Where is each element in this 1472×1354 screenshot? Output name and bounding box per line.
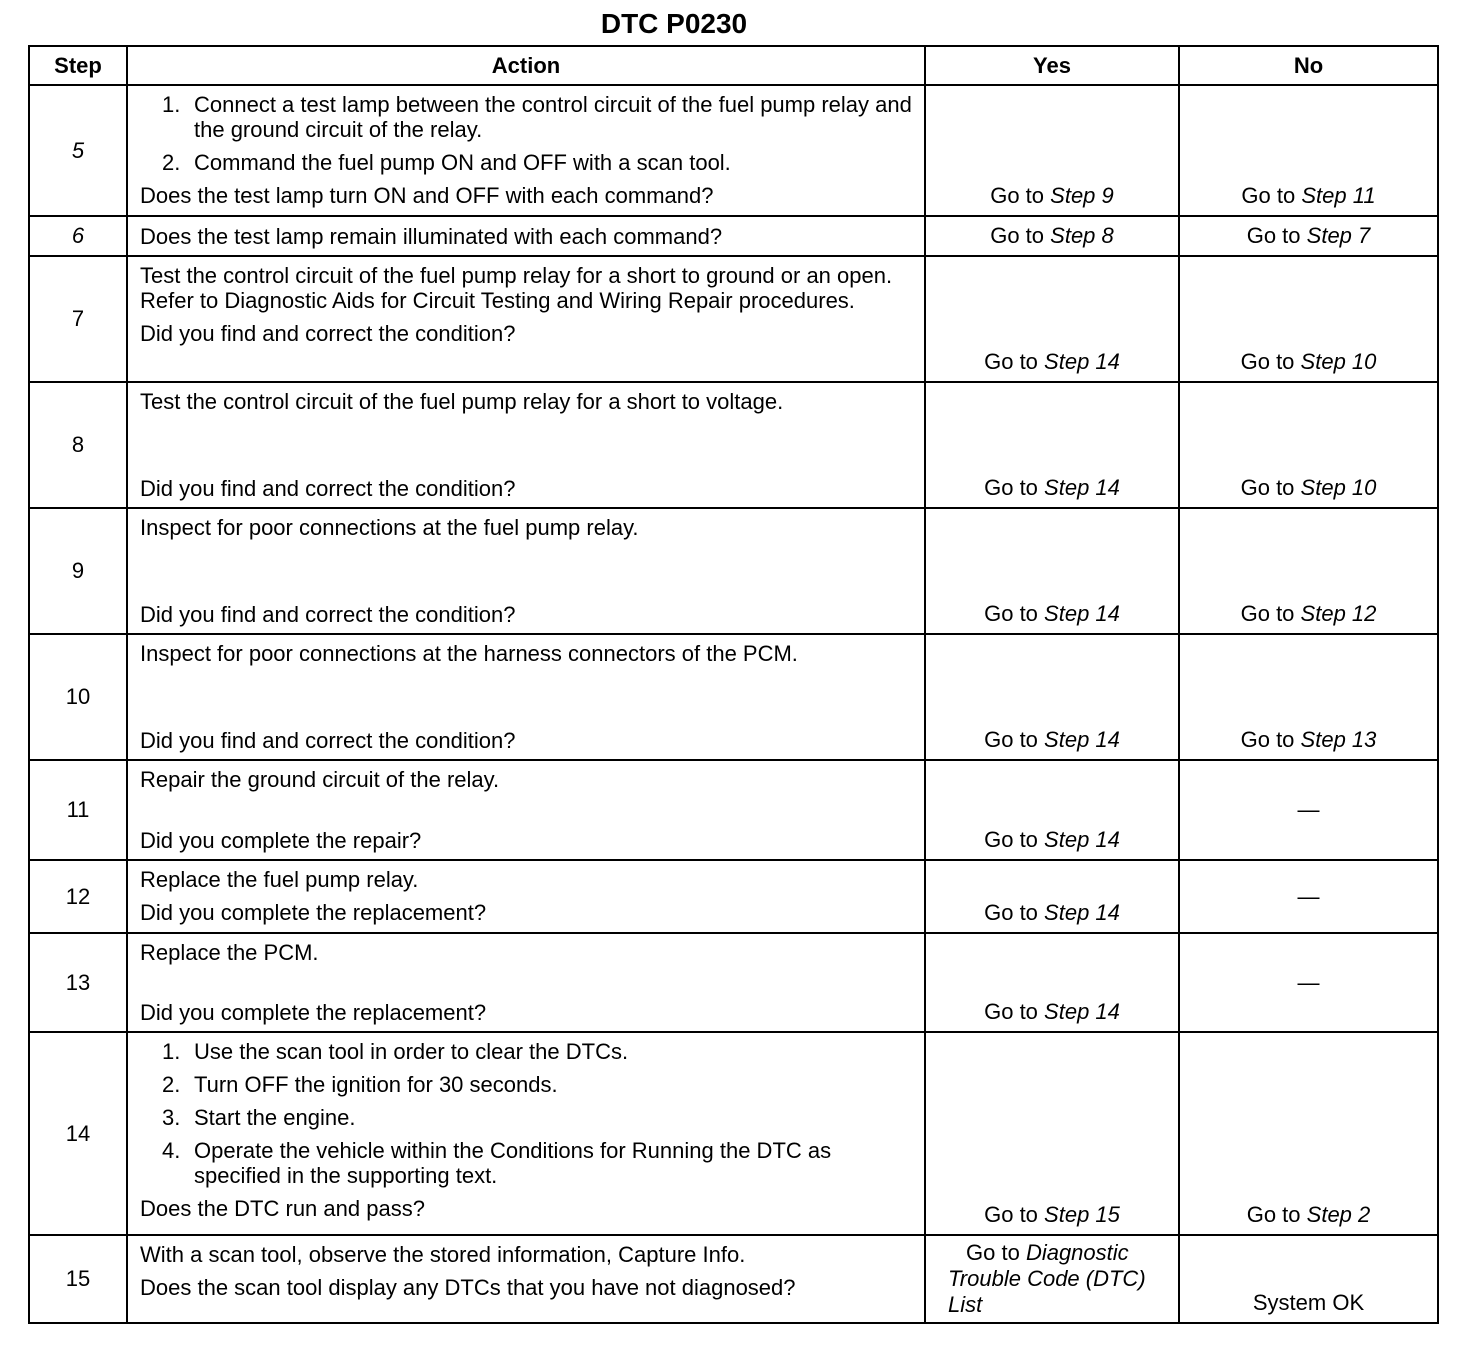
- yes-link[interactable]: Go to Step 9: [925, 85, 1179, 216]
- no-link[interactable]: Go to Step 10: [1179, 382, 1438, 508]
- no-link[interactable]: Go to Step 2: [1179, 1032, 1438, 1235]
- step-number: 12: [29, 860, 127, 933]
- step-number: 6: [29, 216, 127, 256]
- list-item: 2. Command the fuel pump ON and OFF with a scan tool.: [162, 150, 731, 175]
- action-cell: [127, 1235, 925, 1323]
- question-text: Did you find and correct the condition?: [140, 321, 516, 346]
- list-item: 4. Operate the vehicle within the Conditions for Running the DTC as specified in the supporting text.: [162, 1138, 832, 1188]
- action-cell: [127, 216, 925, 256]
- action-text: Inspect for poor connections at the fuel pump relay.: [140, 515, 639, 540]
- step-number: 13: [29, 933, 127, 1032]
- action-text: Test the control circuit of the fuel pump relay for a short to ground or an open. Refer to Diagnostic Aids for Circuit Testing and Wiring Repair procedures.: [140, 263, 893, 313]
- header-no: No: [1179, 46, 1438, 85]
- action-cell: [127, 256, 925, 382]
- table-header-row: [29, 46, 1438, 85]
- header-yes: Yes: [925, 46, 1179, 85]
- yes-link[interactable]: Go to Step 14: [925, 634, 1179, 760]
- table-row: [29, 382, 1438, 508]
- action-text: Inspect for poor connections at the harness connectors of the PCM.: [140, 641, 798, 666]
- question-text: Does the test lamp turn ON and OFF with each command?: [140, 183, 714, 208]
- no-link[interactable]: Go to Step 10: [1179, 256, 1438, 382]
- question-text: Did you find and correct the condition?: [140, 602, 516, 627]
- table-row: [29, 85, 1438, 216]
- step-number: 11: [29, 760, 127, 860]
- step-number: 14: [29, 1032, 127, 1235]
- table-row: [29, 760, 1438, 860]
- list-item: 1. Connect a test lamp between the control circuit of the fuel pump relay and the ground circuit of the relay.: [162, 92, 912, 142]
- question-text: Does the scan tool display any DTCs that you have not diagnosed?: [140, 1275, 796, 1300]
- action-cell: [127, 933, 925, 1032]
- action-cell: [127, 508, 925, 634]
- step-number: 10: [29, 634, 127, 760]
- step-number: 9: [29, 508, 127, 634]
- question-text: Did you complete the replacement?: [140, 1000, 487, 1025]
- action-text: Replace the fuel pump relay.: [140, 867, 419, 892]
- yes-link[interactable]: Go to Step 8: [925, 216, 1179, 256]
- action-cell: [127, 1032, 925, 1235]
- action-cell: [127, 760, 925, 860]
- action-cell: [127, 860, 925, 933]
- action-text: Repair the ground circuit of the relay.: [140, 767, 500, 792]
- list-item: 1. Use the scan tool in order to clear the DTCs.: [162, 1039, 629, 1064]
- list-item: 2. Turn OFF the ignition for 30 seconds.: [162, 1072, 558, 1097]
- no-dash: —: [1179, 860, 1438, 933]
- question-text: Did you complete the replacement?: [140, 900, 487, 925]
- action-cell: [127, 382, 925, 508]
- step-number: 7: [29, 256, 127, 382]
- table-row: [29, 1235, 1438, 1323]
- no-link[interactable]: Go to Step 7: [1179, 216, 1438, 256]
- yes-link[interactable]: Go to Diagnostic Trouble Code (DTC) List: [925, 1235, 1179, 1323]
- step-number: 15: [29, 1235, 127, 1323]
- yes-link[interactable]: Go to Step 14: [925, 508, 1179, 634]
- table-row: [29, 634, 1438, 760]
- no-link[interactable]: Go to Step 11: [1179, 85, 1438, 216]
- no-link[interactable]: Go to Step 12: [1179, 508, 1438, 634]
- question-text: Does the test lamp remain illuminated with each command?: [140, 223, 723, 249]
- no-dash: —: [1179, 933, 1438, 1032]
- header-step: Step: [29, 46, 127, 85]
- table-row: [29, 933, 1438, 1032]
- yes-link[interactable]: Go to Step 14: [925, 256, 1179, 382]
- question-text: Did you find and correct the condition?: [140, 728, 516, 753]
- dtc-table: [28, 45, 1439, 1324]
- table-row: [29, 216, 1438, 256]
- action-text: Test the control circuit of the fuel pump relay for a short to voltage.: [140, 389, 784, 414]
- page-title: DTC P0230: [600, 8, 748, 39]
- system-ok-text: System OK: [1179, 1235, 1438, 1323]
- action-text: Replace the PCM.: [140, 940, 319, 965]
- no-dash: —: [1179, 760, 1438, 860]
- table-row: [29, 256, 1438, 382]
- question-text: Did you complete the repair?: [140, 828, 422, 853]
- yes-link[interactable]: Go to Step 14: [925, 382, 1179, 508]
- step-number: 8: [29, 382, 127, 508]
- yes-link[interactable]: Go to Step 14: [925, 860, 1179, 933]
- action-text: With a scan tool, observe the stored information, Capture Info.: [140, 1242, 746, 1267]
- yes-link[interactable]: Go to Step 14: [925, 760, 1179, 860]
- no-link[interactable]: Go to Step 13: [1179, 634, 1438, 760]
- list-item: 3. Start the engine.: [162, 1105, 356, 1130]
- question-text: Does the DTC run and pass?: [140, 1196, 425, 1221]
- header-action: Action: [127, 46, 925, 85]
- table-row: [29, 508, 1438, 634]
- yes-link[interactable]: Go to Step 15: [925, 1032, 1179, 1235]
- table-row: [29, 1032, 1438, 1235]
- question-text: Did you find and correct the condition?: [140, 476, 516, 501]
- yes-link[interactable]: Go to Step 14: [925, 933, 1179, 1032]
- table-row: [29, 860, 1438, 933]
- action-cell: [127, 85, 925, 216]
- action-cell: [127, 634, 925, 760]
- step-number: 5: [29, 85, 127, 216]
